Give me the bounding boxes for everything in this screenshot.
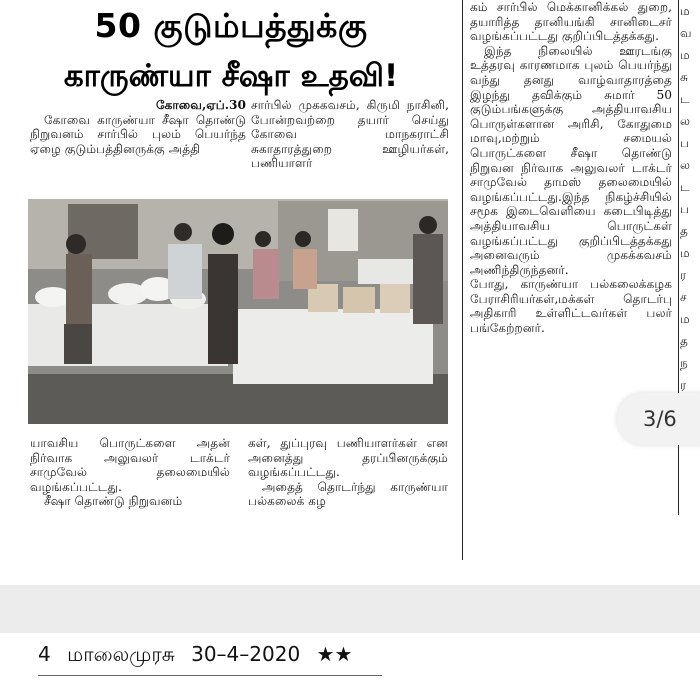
edge-glyph: ப <box>680 136 689 150</box>
footer-stars: ★★ <box>316 642 353 666</box>
edge-glyph: ம <box>680 246 690 260</box>
column-5-text-a: கள், துப்புரவு பணியாளர்கள் என அனைத்து தரப்பினருக்கும் வழங்கப்பட்டது. <box>248 436 448 480</box>
dateline: கோவை,ஏப்.30 <box>155 98 246 112</box>
next-page-footer[interactable] <box>0 633 700 686</box>
column-3-text-c: போது, காருண்யா பல்கலைக்கழக பேராசிரியர்கள்,மக்கள் தொடர்பு அதிகாரி உள்ளிட்டவர்கள் பலர் பங்கேற்றனர். <box>470 277 672 336</box>
edge-glyph: ம <box>680 4 690 18</box>
photo-image <box>28 199 448 424</box>
article-column-2 <box>251 98 449 171</box>
column-2-text: சார்பில் முககவசம், கிருமி நாசினி, போன்றவற்றை தயார் செய்து கோவை மாநகராட்சி சுகாதாரத்துறை ஊழியர்கள், பணியாளர் <box>251 98 449 171</box>
article-column-5 <box>248 436 448 509</box>
edge-glyph: ட <box>680 92 690 106</box>
edge-glyph: த <box>680 224 688 238</box>
edge-glyph: ட <box>680 180 690 194</box>
edge-glyph: ர <box>680 378 687 392</box>
page-indicator[interactable] <box>617 393 700 445</box>
column-4-text-a: யாவசிய பொருட்களை அதன் நிர்வாக அலுவலர் டாக்டர் சாமுவேல் தலைமையில் வழங்கப்பட்டது. <box>30 436 230 494</box>
column-5-text-b: அதைத் தொடர்ந்து காருண்யா பல்கலைக் கழ <box>248 479 448 509</box>
scroll-gap <box>0 585 700 633</box>
column-3-text-a: கம் சார்பில் மெக்கானிக்கல் துறை, தயாரித்த தானியங்கி சானிடைசர் வழங்கப்பட்டது குறிப்பிடத்தக்கது. <box>470 0 672 44</box>
headline-line-2: காருண்யா சீஷா உதவி! <box>63 58 399 94</box>
edge-glyph: ந <box>680 356 688 370</box>
edge-glyph: ப <box>680 202 689 216</box>
edge-glyph: ம <box>680 312 690 326</box>
edge-glyph: த <box>680 334 688 348</box>
footer-date: 30–4–2020 <box>191 642 301 666</box>
article-photo <box>28 199 448 424</box>
edge-glyph: ர <box>680 268 687 282</box>
column-3-text-b: இந்த நிலையில் ஊரடங்கு உத்தரவு காரணமாக புலம் பெயர்ந்து வந்து தனது வாழ்வாதாரத்தை இழந்து தவிக்கும் சுமார் 50 குடும்பங்களுக்கு அத்தியாவசிய பொருள்களான அரிசி, கோதுமை மாவு,மற்றும் சமையல் பொருட்களை சீஷா தொண்டு நிறுவன நிர்வாக அலுவலர் டாக்டர் சாமுவேல் தாமஸ் தலைமையில் வழங்கப்பட்டது.இந்த நிகழ்ச்சியில் சமூக இடைவெளியை கடைபிடித்து அத்தியாவசிய பொருட்கள் வழங்கப்பட்டது குறிப்பிடத்தக்கது அனைவரும் முகக்கவசம் அணிந்திருந்தனர். <box>470 43 672 277</box>
footer-page-number: 4 <box>38 642 51 666</box>
footer-text <box>38 642 362 669</box>
column-divider <box>462 0 463 560</box>
edge-glyph: ம <box>680 48 690 62</box>
article-column-4 <box>30 436 230 509</box>
column-4-text-b: சீஷா தொண்டு நிறுவனம் <box>44 494 183 509</box>
edge-glyph: ல <box>680 158 690 172</box>
footer-paper-name: மாலைமுரசு <box>67 642 175 666</box>
footer-rule <box>38 675 382 676</box>
headline-line-1: 50 குடும்பத்துக்கு <box>94 6 368 45</box>
article-column-3 <box>470 0 672 336</box>
page-indicator-label: 3/6 <box>643 407 677 431</box>
edge-glyph: சு <box>680 70 688 84</box>
edge-glyph: ச <box>680 290 687 304</box>
column-1-text: கோவை காருண்யா சீஷா தொண்டு நிறுவனம் சார்பில் புலம் பெயர்ந்த ஏழை குடும்பத்தினருக்கு அத்தி <box>30 112 246 156</box>
edge-glyph: ல <box>680 114 690 128</box>
article-column-1 <box>30 98 246 156</box>
edge-glyph: வ <box>680 26 692 40</box>
